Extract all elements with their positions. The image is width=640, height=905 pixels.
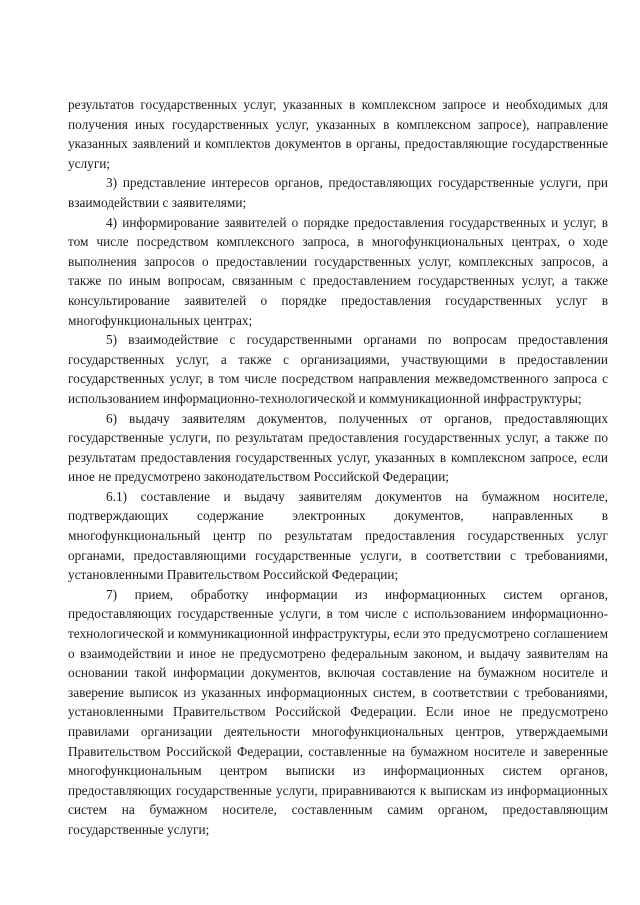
document-page xyxy=(68,95,608,840)
paragraph-item-6-1: 6.1) составление и выдачу заявителям документов на бумажном носителе, подтверждающих содержание электронных документов, направленных в многофункциональный центр по результатам предоставления государственных услуг органами, предоставляющими государственные услуги, в соответствии с требованиями, установленными Правительством Российской Федерации; xyxy=(68,488,608,583)
paragraph-item-4: 4) информирование заявителей о порядке предоставления государственных и услуг, в том числе посредством комплексного запроса, в многофункциональных центрах, о ходе выполнения запросов о предоставлении государственных услуг, комплексных запросов, а также по иным вопросам, связанным с предоставлением государственных услуг, а также консультирование заявителей о порядке предоставления государственных услуг в многофункциональных центрах; xyxy=(68,214,608,328)
paragraph-continuation: результатов государственных услуг, указанных в комплексном запросе и необходимых для получения иных государственных услуг, указанных в комплексном запросе), направление указанных заявлений и комплектов документов в органы, предоставляющие государственные услуги; xyxy=(68,97,608,171)
paragraph-item-7: 7) прием, обработку информации из информационных систем органов, предоставляющих государственные услуги, в том числе с использованием информационно-технологической и коммуникационной инфраструктуры, если это предусмотрено соглашением о взаимодействии и иное не предусмотрено федеральным законом, и выдачу заявителям на основании такой информации документов, включая составление на бумажном носителе и заверение выписок из указанных информационных систем, в соответствии с требованиями, установленными Правительством Российской Федерации. Если иное не предусмотрено правилами организации деятельности многофункциональных центров, утверждаемыми Правительством Российской Федерации, составленные на бумажном носителе и заверенные многофункциональным центром выписки из информационных систем органов, предоставляющих государственные услуги, приравниваются к выпискам из информационных систем на бумажном носителе, составленным самим органом, предоставляющим государственные услуги; xyxy=(68,586,608,837)
paragraph-item-6: 6) выдачу заявителям документов, полученных от органов, предоставляющих государственные услуги, по результатам предоставления государственных услуг, а также по результатам предоставления государственных услуг, указанных в комплексном запросе, если иное не предусмотрено законодательством Российской Федерации; xyxy=(68,410,608,485)
paragraph-item-5: 5) взаимодействие с государственными органами по вопросам предоставления государственных услуг, а также с организациями, участвующими в предоставлении государственных услуг, в том числе посредством направления межведомственного запроса с использованием информационно-технологической и коммуникационной инфраструктуры; xyxy=(68,332,608,406)
paragraph-item-3: 3) представление интересов органов, предоставляющих государственные услуги, при взаимодействии с заявителями; xyxy=(68,175,608,210)
